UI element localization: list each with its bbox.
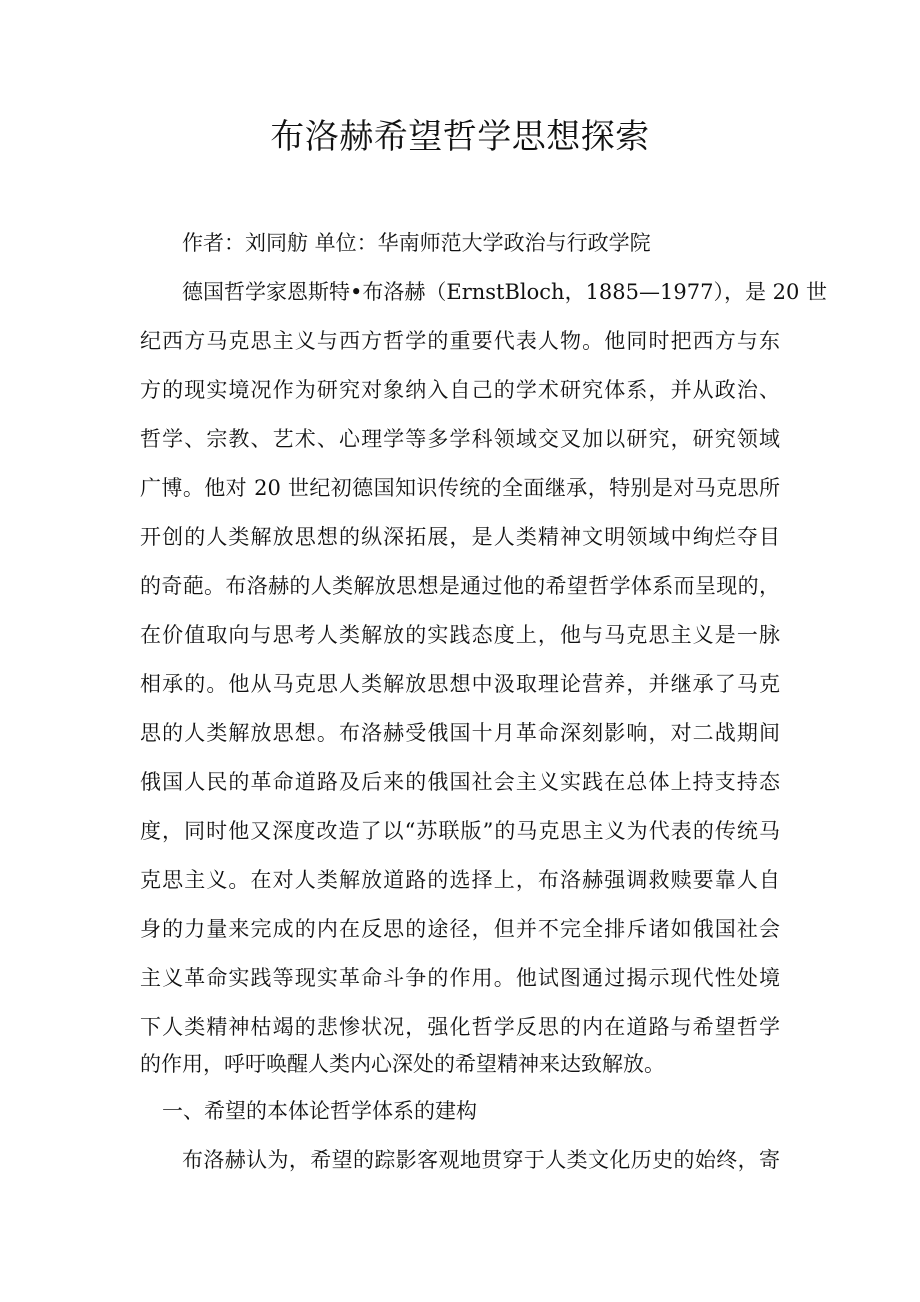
- author-line: 作者：刘同舫 单位：华南师范大学政治与行政学院: [182, 231, 651, 255]
- paragraph-line: 主义革命实践等现实革命斗争的作用。他试图通过揭示现代性处境: [140, 966, 780, 990]
- paragraph-line: 开创的人类解放思想的纵深拓展，是人类精神文明领域中绚烂夺目: [140, 525, 780, 549]
- paragraph-line: 度，同时他又深度改造了以“苏联版”的马克思主义为代表的传统马: [140, 819, 780, 843]
- paragraph-line: 的奇葩。布洛赫的人类解放思想是通过他的希望哲学体系而呈现的，: [140, 574, 780, 598]
- paragraph-line: 在价值取向与思考人类解放的实践态度上，他与马克思主义是一脉: [140, 623, 780, 647]
- paragraph-line: 方的现实境况作为研究对象纳入自己的学术研究体系，并从政治、: [140, 378, 780, 402]
- paragraph-line: 纪西方马克思主义与西方哲学的重要代表人物。他同时把西方与东: [140, 329, 780, 353]
- paragraph-line: 身的力量来完成的内在反思的途径，但并不完全排斥诸如俄国社会: [140, 917, 780, 941]
- paragraph-line: 德国哲学家恩斯特•布洛赫（ErnstBloch，1885—1977），是 20 世: [182, 280, 828, 304]
- paragraph-line: 的作用，呼吁唤醒人类内心深处的希望精神来达致解放。: [140, 1052, 665, 1076]
- paragraph-line: 相承的。他从马克思人类解放思想中汲取理论营养，并继承了马克: [140, 672, 780, 696]
- paragraph-line: 下人类精神枯竭的悲惨状况，强化哲学反思的内在道路与希望哲学: [140, 1015, 780, 1039]
- paragraph-line: 思的人类解放思想。布洛赫受俄国十月革命深刻影响，对二战期间: [140, 721, 780, 745]
- paragraph-line: 广博。他对 20 世纪初德国知识传统的全面继承，特别是对马克思所: [140, 476, 780, 500]
- paragraph-line: 布洛赫认为，希望的踪影客观地贯穿于人类文化历史的始终，寄: [182, 1148, 780, 1172]
- section-heading: 一、希望的本体论哲学体系的建构: [162, 1099, 477, 1123]
- document-title: 布洛赫希望哲学思想探索: [270, 117, 650, 157]
- paragraph-line: 哲学、宗教、艺术、心理学等多学科领域交叉加以研究，研究领域: [140, 427, 780, 451]
- paragraph-line: 俄国人民的革命道路及后来的俄国社会主义实践在总体上持支持态: [140, 770, 780, 794]
- paragraph-line: 克思主义。在对人类解放道路的选择上，布洛赫强调救赎要靠人自: [140, 868, 780, 892]
